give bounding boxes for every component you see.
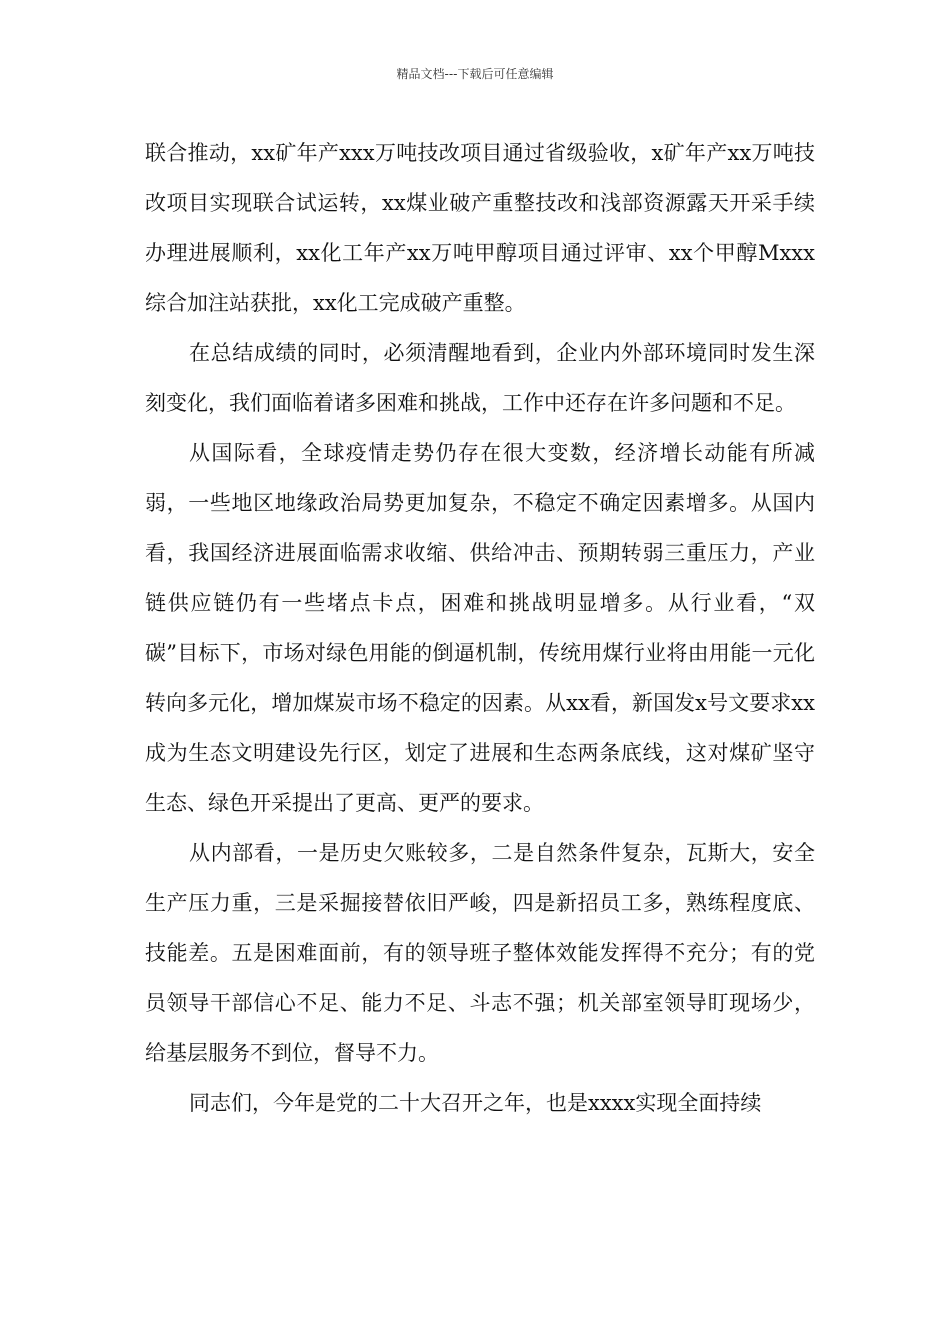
- paragraph-closing: 同志们，今年是党的二十大召开之年，也是xxxx实现全面持续: [189, 1091, 762, 1115]
- paragraph-summary: 在总结成绩的同时，必须清醒地看到，企业内外部环境同时发生深刻变化，我们面临着诸多困难和挑战，工作中还存在许多问题和不足。: [145, 341, 815, 415]
- paragraph-external-environment: 从国际看，全球疫情走势仍存在很大变数，经济增长动能有所减弱，一些地区地缘政治局势更加复杂，不稳定不确定因素增多。从国内看，我国经济进展面临需求收缩、供给冲击、预期转弱三重压力，产业链供应链仍有一些堵点卡点，困难和挑战明显增多。从行业看，“双碳”目标下，市场对绿色用能的倒逼机制，传统用煤行业将由用能一元化转向多元化，增加煤炭市场不稳定的因素。从xx看，新国发x号文要求xx成为生态文明建设先行区，划定了进展和生态两条底线，这对煤矿坚守生态、绿色开采提出了更高、更严的要求。: [145, 441, 815, 815]
- paragraph-continuation: 联合推动，xx矿年产xxx万吨技改项目通过省级验收，x矿年产xx万吨技改项目实现联合试运转，xx煤业破产重整技改和浅部资源露天开采手续办理进展顺利，xx化工年产xx万吨甲醇项目通过评审、xx个甲醇Mxxx综合加注站获批，xx化工完成破产重整。: [145, 141, 815, 315]
- page-header: 精品文档---下载后可任意编辑: [396, 67, 554, 81]
- document-body: [145, 128, 815, 1128]
- paragraph-internal-issues: 从内部看，一是历史欠账较多，二是自然条件复杂，瓦斯大，安全生产压力重，三是采掘接替依旧严峻，四是新招员工多，熟练程度底、技能差。五是困难面前，有的领导班子整体效能发挥得不充分；有的党员领导干部信心不足、能力不足、斗志不强；机关部室领导盯现场少，给基层服务不到位，督导不力。: [145, 841, 815, 1065]
